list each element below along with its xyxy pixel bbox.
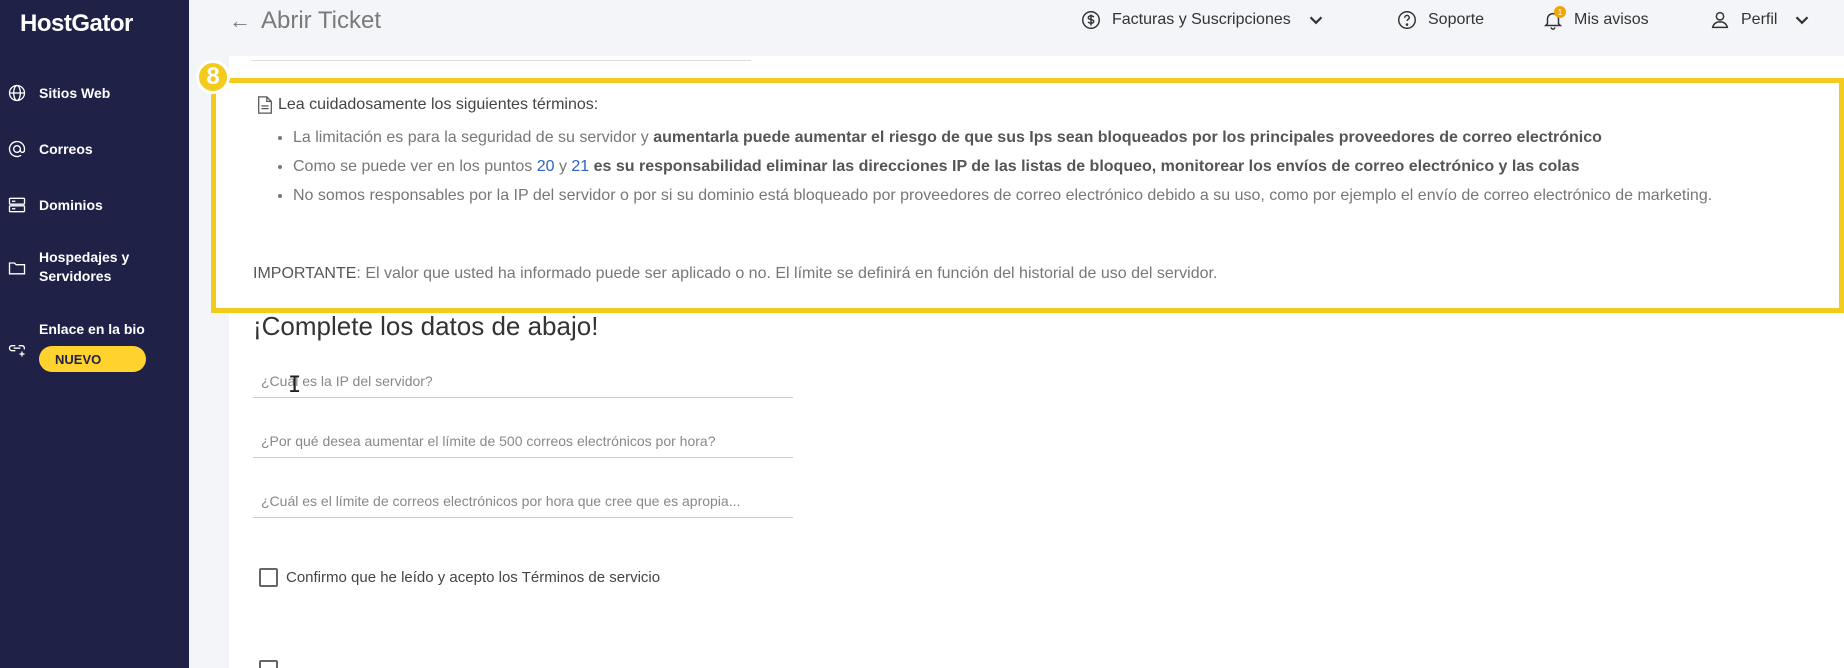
sidebar-item-emails[interactable]: [0, 138, 189, 160]
terms-item: [293, 157, 1775, 177]
terms-checkbox[interactable]: [259, 568, 278, 587]
link-icon: [6, 338, 28, 360]
notifications-link[interactable]: [1542, 9, 1649, 31]
at-icon: [6, 138, 28, 160]
email-limit-input[interactable]: [253, 484, 793, 518]
profile-menu[interactable]: [1709, 9, 1823, 31]
help-circle-icon: [1396, 9, 1418, 31]
document-icon: [256, 95, 274, 115]
sidebar-item-bio-link[interactable]: [0, 318, 189, 340]
reason-input[interactable]: [253, 424, 793, 458]
sidebar-item-label: Dominios: [39, 196, 103, 213]
terms-item: • No somos responsables por la IP del servidor o por si su dominio está bloqueado por proveedores de correo electrónico debido a su uso, como por ejemplo el envío de correo electrónico de marketing.: [293, 186, 1775, 206]
terms-heading-text: Lea cuidadosamente los siguientes términos:: [278, 96, 599, 113]
important-text: : El valor que usted ha informado puede ser aplicado o no. El límite se definirá en función del historial de uso del servidor.: [356, 265, 1218, 282]
sidebar-item-label: Correos: [39, 140, 93, 157]
important-label: IMPORTANTE: [253, 265, 357, 282]
sidebar-item-label: Hospedajes y Servidores: [39, 249, 130, 284]
point-20-link[interactable]: 20: [536, 158, 555, 175]
page-title: Abrir Ticket: [261, 7, 382, 34]
important-note: [253, 265, 1217, 283]
sidebar-item-label: Enlace en la bio: [39, 320, 145, 337]
top-header: [189, 0, 1844, 56]
globe-icon: [6, 82, 28, 104]
user-icon: [1709, 9, 1731, 31]
terms-item: [293, 128, 1775, 148]
chevron-down-icon: [1305, 9, 1327, 31]
support-label: Soporte: [1428, 11, 1485, 28]
privacy-checkbox-row[interactable]: [259, 660, 286, 668]
sidebar-item-websites[interactable]: [0, 82, 189, 104]
sidebar-item-domains[interactable]: [0, 194, 189, 216]
billing-label: Facturas y Suscripciones: [1112, 11, 1291, 28]
form-title: ¡Complete los datos de abajo!: [253, 311, 599, 341]
terms-bold-text: aumentarla puede aumentar el riesgo de que sus Ips sean bloqueados por los principales proveedores de correo electrónico: [653, 129, 1602, 146]
text-cursor-icon: I: [288, 373, 302, 398]
dollar-circle-icon: [1080, 9, 1102, 31]
sidebar-item-label: Sitios Web: [39, 84, 111, 101]
hostgator-logo[interactable]: HostGator: [20, 10, 133, 37]
terms-bold-text: es su responsabilidad eliminar las direcciones IP de las listas de bloqueo, monitorear los envíos de correo electrónico y las colas: [589, 158, 1580, 175]
divider: [251, 60, 751, 61]
folder-icon: [6, 257, 28, 279]
back-arrow-icon[interactable]: ←: [229, 8, 251, 33]
terms-text: y: [554, 158, 572, 175]
terms-checkbox-label: Confirmo que he leído y acepto los Términos de servicio: [286, 569, 661, 586]
terms-text: Como se puede ver en los puntos: [293, 158, 537, 175]
terms-text: La limitación es para la seguridad de su servidor y: [293, 129, 654, 146]
new-badge: NUEVO: [39, 346, 146, 372]
sidebar-item-hosting[interactable]: [0, 248, 189, 288]
notification-count-badge: 1: [1554, 6, 1566, 18]
bell-icon-wrap: [1542, 9, 1574, 31]
point-21-link[interactable]: 21: [571, 158, 590, 175]
server-icon: [6, 194, 28, 216]
terms-list: [275, 128, 1775, 215]
chevron-down-icon: [1791, 9, 1813, 31]
privacy-checkbox[interactable]: [259, 660, 278, 668]
terms-heading: [256, 95, 598, 115]
step-number-badge: 8: [196, 60, 230, 94]
server-ip-input[interactable]: [253, 364, 793, 398]
sidebar: [0, 0, 189, 668]
notifications-label: Mis avisos: [1574, 11, 1649, 28]
billing-menu[interactable]: [1080, 9, 1337, 31]
support-link[interactable]: [1396, 9, 1484, 31]
profile-label: Perfil: [1741, 11, 1778, 28]
terms-checkbox-row[interactable]: [259, 568, 660, 587]
